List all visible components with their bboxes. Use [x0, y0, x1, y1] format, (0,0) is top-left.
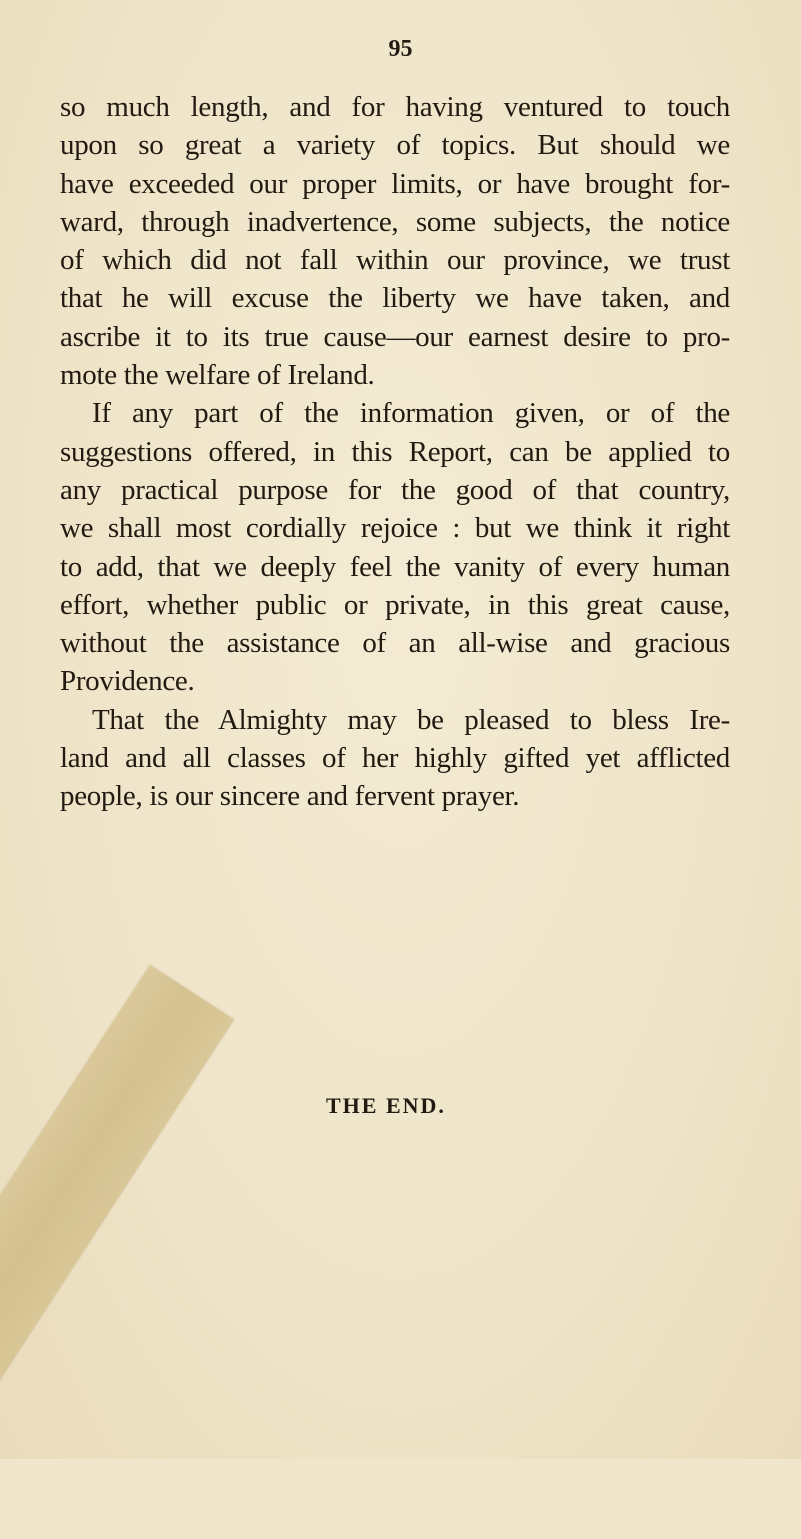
body-text — [60, 88, 730, 816]
closing-text: THE END. — [326, 1093, 446, 1118]
text-line: we shall most cordially rejoice : but we think it right — [60, 512, 730, 545]
text-line: that he will excuse the liberty we have taken, and — [60, 282, 730, 315]
paragraph-3 — [60, 701, 730, 816]
text-line: That the Almighty may be pleased to bless Ire- — [92, 703, 730, 736]
text-line: effort, whether public or private, in this great cause, — [60, 588, 730, 621]
text-line: ward, through inadvertence, some subjects, the notice — [60, 205, 730, 238]
text-line: upon so great a variety of topics. But should we — [60, 129, 730, 162]
text-line: to add, that we deeply feel the vanity of every human — [60, 550, 730, 583]
text-line: without the assistance of an all-wise and gracious — [60, 627, 730, 660]
text-line: land and all classes of her highly gifted yet afflicted — [60, 742, 730, 775]
page-number: 95 — [388, 36, 413, 62]
paragraph-2 — [60, 394, 730, 700]
paragraph-1 — [60, 88, 730, 394]
text-line: of which did not fall within our province, we trust — [60, 244, 730, 277]
text-line: ascribe it to its true cause—our earnest desire to pro- — [60, 320, 730, 353]
text-line: so much length, and for having ventured to touch — [60, 91, 730, 123]
text-line: suggestions offered, in this Report, can be applied to — [60, 435, 730, 468]
text-line: If any part of the information given, or of the — [92, 397, 730, 430]
text-line: have exceeded our proper limits, or have brought for- — [60, 167, 730, 200]
text-line: Providence. — [60, 665, 195, 698]
text-line: mote the welfare of Ireland. — [60, 359, 375, 392]
tape-strip — [0, 965, 234, 1539]
text-line: people, is our sincere and fervent prayer. — [60, 780, 520, 813]
text-line: any practical purpose for the good of that country, — [60, 473, 730, 506]
